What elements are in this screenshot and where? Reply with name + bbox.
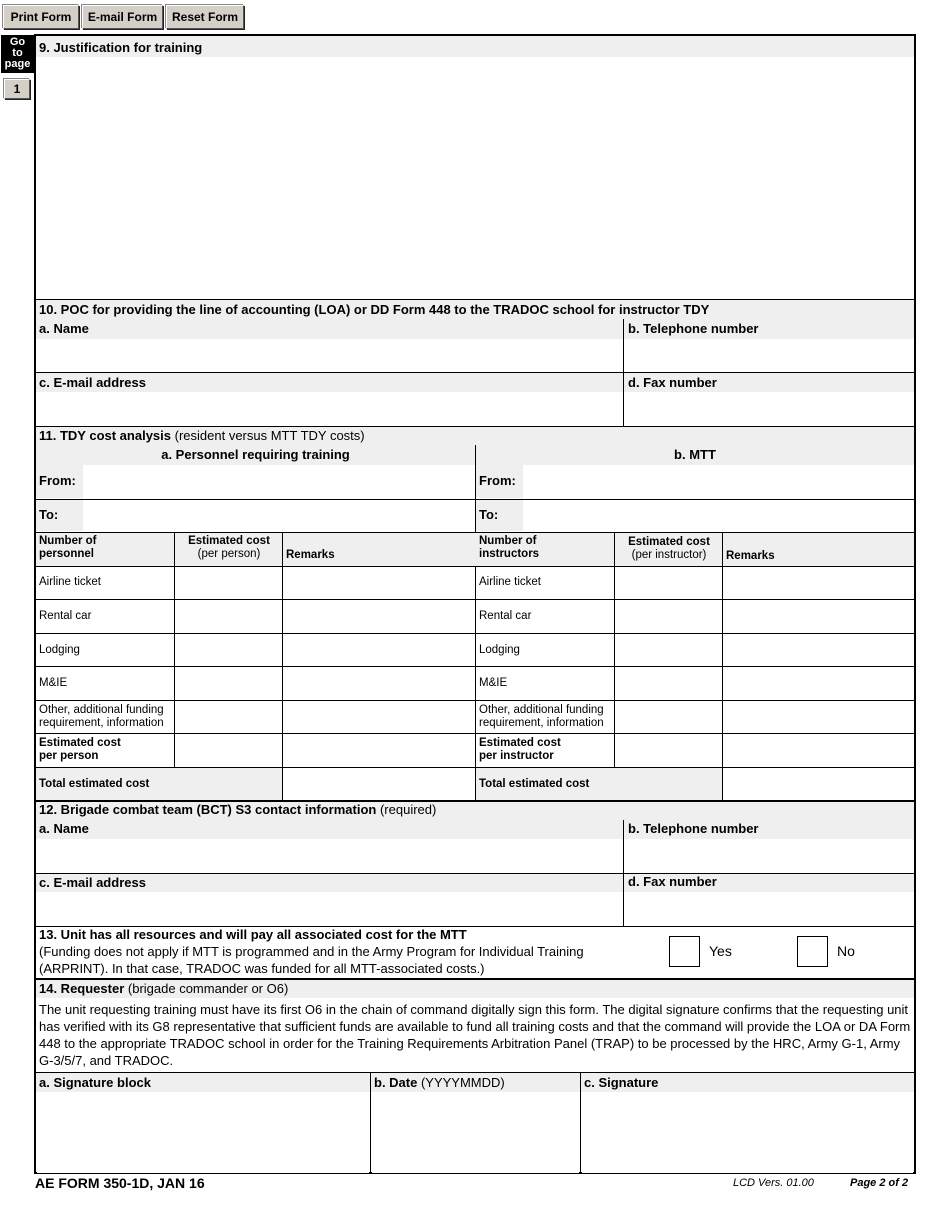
a-row-est-label [39,737,121,763]
go-to-line2: to [12,47,23,59]
a-row-lodging-label: Lodging [39,644,80,656]
s11-a-heading: a. Personnel requiring training [161,447,350,462]
b-col-cost-line1: Estimated cost [628,536,710,548]
a-row-other-label [39,704,164,730]
b-col-remarks-header: Remarks [726,550,775,562]
b-to-label: To: [479,507,499,522]
date-label-line [374,1075,505,1090]
b-from-label: From: [479,473,516,488]
b-row-airline-label: Airline ticket [479,576,541,588]
version-label: LCD Vers. 01.00 [733,1177,814,1189]
b-row-mie-label: M&IE [479,677,508,689]
go-to-line3: page [4,58,31,70]
a-row-other-line2: requirement, information [39,717,164,729]
a-col-number-line1: Number of [39,535,97,547]
yes-checkbox[interactable] [669,936,700,967]
s12-name-label: a. Name [39,821,89,836]
b-to-field[interactable] [523,500,914,531]
print-form-button[interactable]: Print Form [3,5,79,29]
a-from-field[interactable] [83,465,475,498]
s12-phone-label: b. Telephone number [628,821,759,836]
s11-title-note: (resident versus MTT TDY costs) [174,428,365,443]
yes-label: Yes [709,943,732,959]
a-row-est-line2: per person [39,750,99,762]
s12-fax-label: d. Fax number [628,874,717,889]
b-col-cost-line2: (per instructor) [631,549,707,561]
s10-name-field[interactable] [37,339,622,371]
s12-title: 12. Brigade combat team (BCT) S3 contact information [39,802,377,817]
email-form-button[interactable]: E-mail Form [82,5,163,29]
a-to-label: To: [39,507,59,522]
s12-email-field[interactable] [37,892,622,925]
form-identifier: AE FORM 350-1D, JAN 16 [35,1175,205,1191]
s10-email-label: c. E-mail address [39,375,146,390]
b-row-est-line2: per instructor [479,750,554,762]
b-col-cost-header [615,536,723,562]
s10-fax-label: d. Fax number [628,375,717,390]
a-col-number-header [39,535,97,561]
date-label: b. Date [374,1075,418,1090]
form-page-2 [34,34,916,1174]
b-row-rental-label: Rental car [479,610,532,622]
b-row-est-line1: Estimated cost [479,737,561,749]
b-from-field[interactable] [523,465,914,498]
b-col-number-header [479,535,539,561]
go-to-page-1-button[interactable]: 1 [4,79,30,99]
go-to-line1: Go [9,36,26,48]
a-row-rental-label: Rental car [39,610,92,622]
b-col-number-line2: instructors [479,548,540,560]
s12-email-label: c. E-mail address [39,875,146,890]
signature-label: c. Signature [584,1075,659,1090]
no-label: No [837,943,855,959]
no-checkbox[interactable] [797,936,828,967]
a-col-cost-header [175,535,283,561]
a-col-number-line2: personnel [39,548,94,560]
s10-name-label: a. Name [39,321,89,336]
s10-fax-field[interactable] [624,392,913,425]
sig-block-label: a. Signature block [39,1075,151,1090]
a-row-est-line1: Estimated cost [39,737,121,749]
date-format-note: (YYYYMMDD) [420,1075,505,1090]
reset-form-button[interactable]: Reset Form [166,5,244,29]
a-col-remarks-header: Remarks [286,549,335,561]
s13-note-line1: (Funding does not apply if MTT is programmed and in the Army Program for Individual Training [39,944,584,959]
b-row-other-line1: Other, additional funding [479,704,604,716]
b-row-lodging-label: Lodging [479,644,520,656]
b-row-other-label [479,704,604,730]
a-row-airline-label: Airline ticket [39,576,101,588]
a-col-cost-line2: (per person) [197,548,261,560]
s11-b-heading: b. MTT [674,447,716,462]
s12-phone-field[interactable] [624,839,913,872]
s9-title: 9. Justification for training [39,40,203,55]
s12-fax-field[interactable] [624,892,913,925]
s12-title-note: (required) [379,802,437,817]
s10-title: 10. POC for providing the line of accounting (LOA) or DD Form 448 to the TRADOC school for instructor TDY [39,302,710,317]
signature-field[interactable] [582,1093,913,1173]
a-from-label: From: [39,473,76,488]
s11-title-line [39,428,365,443]
justification-field[interactable] [37,58,913,298]
date-field[interactable] [372,1093,579,1173]
a-col-cost-line1: Estimated cost [188,535,270,547]
a-row-mie-label: M&IE [39,677,68,689]
s13-title: 13. Unit has all resources and will pay all associated cost for the MTT [39,927,467,942]
s12-title-line [39,802,436,817]
b-total-label: Total estimated cost [479,778,590,790]
b-row-other-line2: requirement, information [479,717,604,729]
s13-note-line2: (ARPRINT). In that case, TRADOC was funded for all MTT-associated costs.) [39,961,485,976]
s14-title-line [39,981,288,996]
a-total-label: Total estimated cost [39,778,150,790]
b-row-est-label [479,737,561,763]
s12-name-field[interactable] [37,839,622,872]
s14-title: 14. Requester [39,981,125,996]
s14-title-note: (brigade commander or O6) [127,981,289,996]
go-to-page-label [1,35,34,73]
a-to-field[interactable] [83,500,475,531]
b-col-number-line1: Number of [479,535,537,547]
s10-phone-label: b. Telephone number [628,321,759,336]
signature-block-field[interactable] [37,1093,369,1173]
s10-email-field[interactable] [37,392,622,425]
s10-phone-field[interactable] [624,339,913,371]
s11-col-header-bg [36,533,914,566]
page-number: Page 2 of 2 [850,1177,909,1189]
s14-paragraph: The unit requesting training must have its first O6 in the chain of command digitally sign this form. The digital signature confirms that the requesting unit has verified with its G8 representative that sufficient funds are available to fund all training costs and that the command will provide the LOA or DA Form 448 to the appropriate TRADOC school in order for the Training Requirements Arbitration Panel (TRAP) to be processed by the HRC, Army G-1, Army G-3/5/7, and TRADOC. [39,1002,911,1068]
s11-title: 11. TDY cost analysis [39,428,171,443]
a-row-other-line1: Other, additional funding [39,704,164,716]
